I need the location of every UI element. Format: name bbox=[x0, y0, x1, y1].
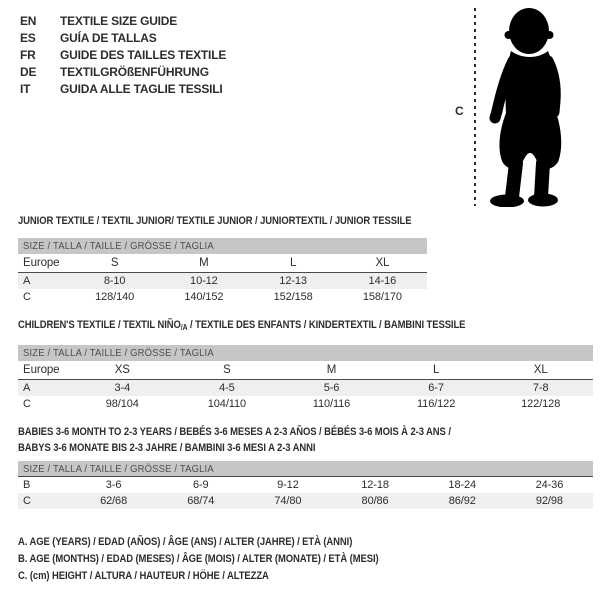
cell: 8-10 bbox=[103, 275, 126, 287]
cell: 152/158 bbox=[273, 291, 313, 303]
cell: 18-24 bbox=[448, 479, 477, 491]
lang-row-fr bbox=[20, 47, 226, 64]
junior-row-europe bbox=[18, 254, 427, 273]
lang-row-it bbox=[20, 81, 226, 98]
size-col: XL bbox=[375, 257, 390, 269]
junior-section-title: JUNIOR TEXTILE / TEXTIL JUNIOR/ TEXTILE JUNIOR / JUNIORTEXTIL / JUNIOR TESSILE bbox=[18, 215, 412, 227]
size-col: S bbox=[223, 364, 231, 376]
size-col: L bbox=[289, 257, 297, 269]
children-row-europe bbox=[18, 361, 593, 380]
size-col: S bbox=[110, 257, 119, 269]
junior-row-a bbox=[18, 273, 427, 289]
babies-size-table bbox=[18, 461, 593, 509]
cell: 10-12 bbox=[190, 275, 218, 287]
cell: 86/92 bbox=[448, 495, 476, 507]
size-col: XL bbox=[533, 364, 548, 376]
babies-row-b bbox=[18, 477, 593, 493]
size-header-label: SIZE / TALLA / TAILLE / GRÖSSE / TAGLIA bbox=[23, 347, 214, 359]
row-label: C bbox=[23, 495, 31, 507]
children-size-table bbox=[18, 345, 593, 412]
cell: 158/170 bbox=[362, 291, 402, 303]
babies-section-title-line2: BABYS 3-6 MONATE BIS 2-3 JAHRE / BAMBINI 3-6 MESI A 2-3 ANNI bbox=[18, 442, 316, 454]
note-age-months: B. AGE (MONTHS) / EDAD (MESES) / ÂGE (MOIS) / ALTER (MONATE) / ETÀ (MESI) bbox=[18, 553, 379, 565]
cell: 4-5 bbox=[219, 382, 235, 394]
lang-row-en bbox=[20, 13, 226, 30]
cell: 5-6 bbox=[323, 382, 340, 394]
lang-row-es bbox=[20, 30, 226, 47]
size-col: XS bbox=[114, 364, 130, 376]
row-label: C bbox=[23, 398, 31, 410]
children-section-title bbox=[18, 317, 465, 336]
cell: 122/128 bbox=[521, 398, 561, 410]
legend-notes bbox=[18, 534, 437, 585]
children-row-c bbox=[18, 396, 593, 412]
cell: 6-7 bbox=[428, 382, 444, 394]
note-height-cm: C. (cm) HEIGHT / ALTURA / HAUTEUR / HÖHE / ALTEZZA bbox=[18, 570, 269, 582]
cell: 80/86 bbox=[361, 495, 389, 507]
lang-code: FR bbox=[20, 48, 36, 62]
lang-title: TEXTILE SIZE GUIDE bbox=[60, 14, 178, 28]
cell: 3-6 bbox=[105, 479, 122, 491]
cell: 116/122 bbox=[416, 398, 456, 410]
babies-section-title-line1: BABIES 3-6 MONTH TO 2-3 YEARS / BEBÉS 3-6 MESES A 2-3 AÑOS / BÉBÉS 3-6 MOIS À 2-3 ANS / bbox=[18, 426, 451, 438]
lang-title: GUIDE DES TAILLES TEXTILE bbox=[60, 48, 227, 62]
size-header-label: SIZE / TALLA / TAILLE / GRÖSSE / TAGLIA bbox=[23, 240, 214, 252]
size-col: M bbox=[326, 364, 337, 376]
row-label: B bbox=[23, 479, 31, 491]
junior-size-table bbox=[18, 238, 427, 305]
cell: 12-18 bbox=[361, 479, 389, 491]
cell: 24-36 bbox=[535, 479, 564, 491]
row-label: Europe bbox=[23, 257, 60, 269]
note-age-years: A. AGE (YEARS) / EDAD (AÑOS) / ÂGE (ANS) / ALTER (JAHRE) / ETÀ (ANNI) bbox=[18, 536, 353, 548]
cell: 74/80 bbox=[274, 495, 302, 507]
row-label: A bbox=[23, 382, 31, 394]
toddler-silhouette-image bbox=[482, 5, 582, 207]
size-col: L bbox=[432, 364, 440, 376]
lang-row-de bbox=[20, 64, 226, 81]
cell: 110/116 bbox=[312, 398, 351, 410]
language-title-list bbox=[20, 13, 226, 98]
size-header-bar bbox=[18, 461, 593, 477]
cell: 6-9 bbox=[192, 479, 209, 491]
lang-code: ES bbox=[20, 31, 36, 45]
row-label: C bbox=[23, 291, 31, 303]
cell: 68/74 bbox=[187, 495, 215, 507]
babies-row-c bbox=[18, 493, 593, 509]
lang-code: IT bbox=[20, 82, 31, 96]
children-title-pre: CHILDREN'S TEXTILE / TEXTIL NIÑO bbox=[18, 319, 181, 331]
cell: 128/140 bbox=[95, 291, 135, 303]
row-label: A bbox=[23, 275, 31, 287]
lang-code: DE bbox=[20, 65, 37, 79]
cell: 62/68 bbox=[100, 495, 128, 507]
cell: 9-12 bbox=[277, 479, 299, 491]
lang-title: TEXTILGRÖßENFÜHRUNG bbox=[60, 65, 209, 79]
children-row-a bbox=[18, 380, 593, 396]
cell: 14-16 bbox=[368, 275, 397, 287]
height-measure-label: C bbox=[455, 104, 464, 118]
cell: 104/110 bbox=[207, 398, 247, 410]
lang-title: GUÍA DE TALLAS bbox=[60, 31, 157, 45]
cell: 7-8 bbox=[532, 382, 549, 394]
cell: 3-4 bbox=[114, 382, 131, 394]
children-title-post: / TEXTILE DES ENFANTS / KINDERTEXTIL / BAMBINI TESSILE bbox=[187, 319, 466, 331]
cell: 98/104 bbox=[105, 398, 139, 410]
size-header-bar bbox=[18, 238, 427, 254]
lang-title: GUIDA ALLE TAGLIE TESSILI bbox=[60, 82, 223, 96]
row-label: Europe bbox=[23, 364, 60, 376]
size-header-bar bbox=[18, 345, 593, 361]
height-measure-dashed-line bbox=[474, 8, 476, 206]
size-header-label: SIZE / TALLA / TAILLE / GRÖSSE / TAGLIA bbox=[23, 463, 214, 475]
junior-row-c bbox=[18, 289, 427, 305]
cell: 12-13 bbox=[279, 275, 307, 287]
size-col: M bbox=[199, 257, 209, 269]
cell: 92/98 bbox=[535, 495, 563, 507]
children-title-sub: /A bbox=[180, 323, 188, 332]
lang-code: EN bbox=[20, 14, 37, 28]
cell: 140/152 bbox=[184, 291, 224, 303]
